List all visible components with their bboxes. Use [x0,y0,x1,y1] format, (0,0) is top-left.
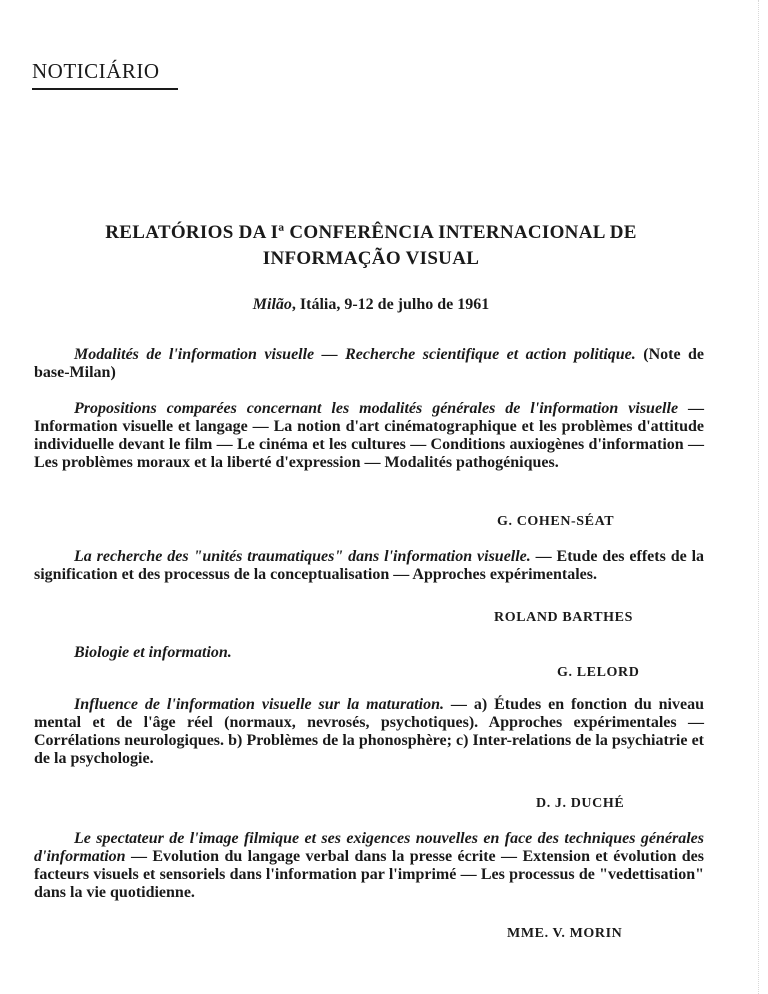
conference-title [34,220,708,272]
entry-1-body: (Note de base-Milan) [34,346,705,381]
dateline-place: Milão [252,296,292,313]
entry-2-author: G. COHEN-SÉAT [497,514,615,529]
entry-2-title: Propositions comparées concernant les modalités générales de l'information visuelle [74,400,679,417]
entry-6-author: MME. V. MORIN [507,926,623,941]
entry-6-title: Le spectateur de l'image filmique et ses exigences nouvelles en face des techniques générales d'information [34,830,704,865]
entry-6 [34,830,704,902]
entry-3-title: La recherche des "unités traumatiques" dans l'information visuelle. [74,548,531,565]
entry-2-body: — Information visuelle et langage — La notion d'art cinématographique et les problèmes d'attitude individuelle devant le film — Le cinéma et les cultures — Conditions auxiogènes d'information — Les problèmes moraux et la liberté d'expression — Modalités pathogéniques. [34,400,705,471]
entry-4 [34,644,704,662]
entry-5-title: Influence de l'information visuelle sur la maturation. [74,696,444,713]
entry-4-title: Biologie et information. [74,644,232,661]
section-label: NOTICIÁRIO [32,59,160,83]
dateline-rest: , Itália, 9-12 de julho de 1961 [291,296,490,313]
entry-3-author: ROLAND BARTHES [494,610,633,625]
entry-4-author: G. LELORD [557,665,640,680]
entry-5-author: D. J. DUCHÉ [536,796,625,811]
entry-3-body: — Etude des effets de la signification et des processus de la conceptualisation — Approches expérimentales. [34,548,705,583]
conference-title-line-2: INFORMAÇÃO VISUAL [262,248,480,269]
page-edge [758,0,759,994]
dateline [0,296,742,314]
entry-1-title: Modalités de l'information visuelle — Recherche scientifique et action politique. [74,346,636,363]
entry-3 [34,548,704,584]
conference-title-line-1: RELATÓRIOS DA Iª CONFERÊNCIA INTERNACIONAL DE [105,222,637,243]
entry-5-body: — a) Études en fonction du niveau mental et de l'âge réel (normaux, nevrosés, psychotiques). Approches expérimentales — Corrélations neurologiques. b) Problèmes de la phonosphère; c) Inter-relations de la psychiatrie et de la psychologie. [34,696,705,767]
entry-5 [34,696,704,768]
entry-2 [34,400,704,472]
entry-6-body: — Evolution du langage verbal dans la presse écrite — Extension et évolution des facteurs visuels et sensoriels dans l'information par l'imprimé — Les processus de "vedettisation" dans la vie quotidienne. [34,848,704,901]
section-underline [32,88,178,90]
entry-1 [34,346,704,382]
